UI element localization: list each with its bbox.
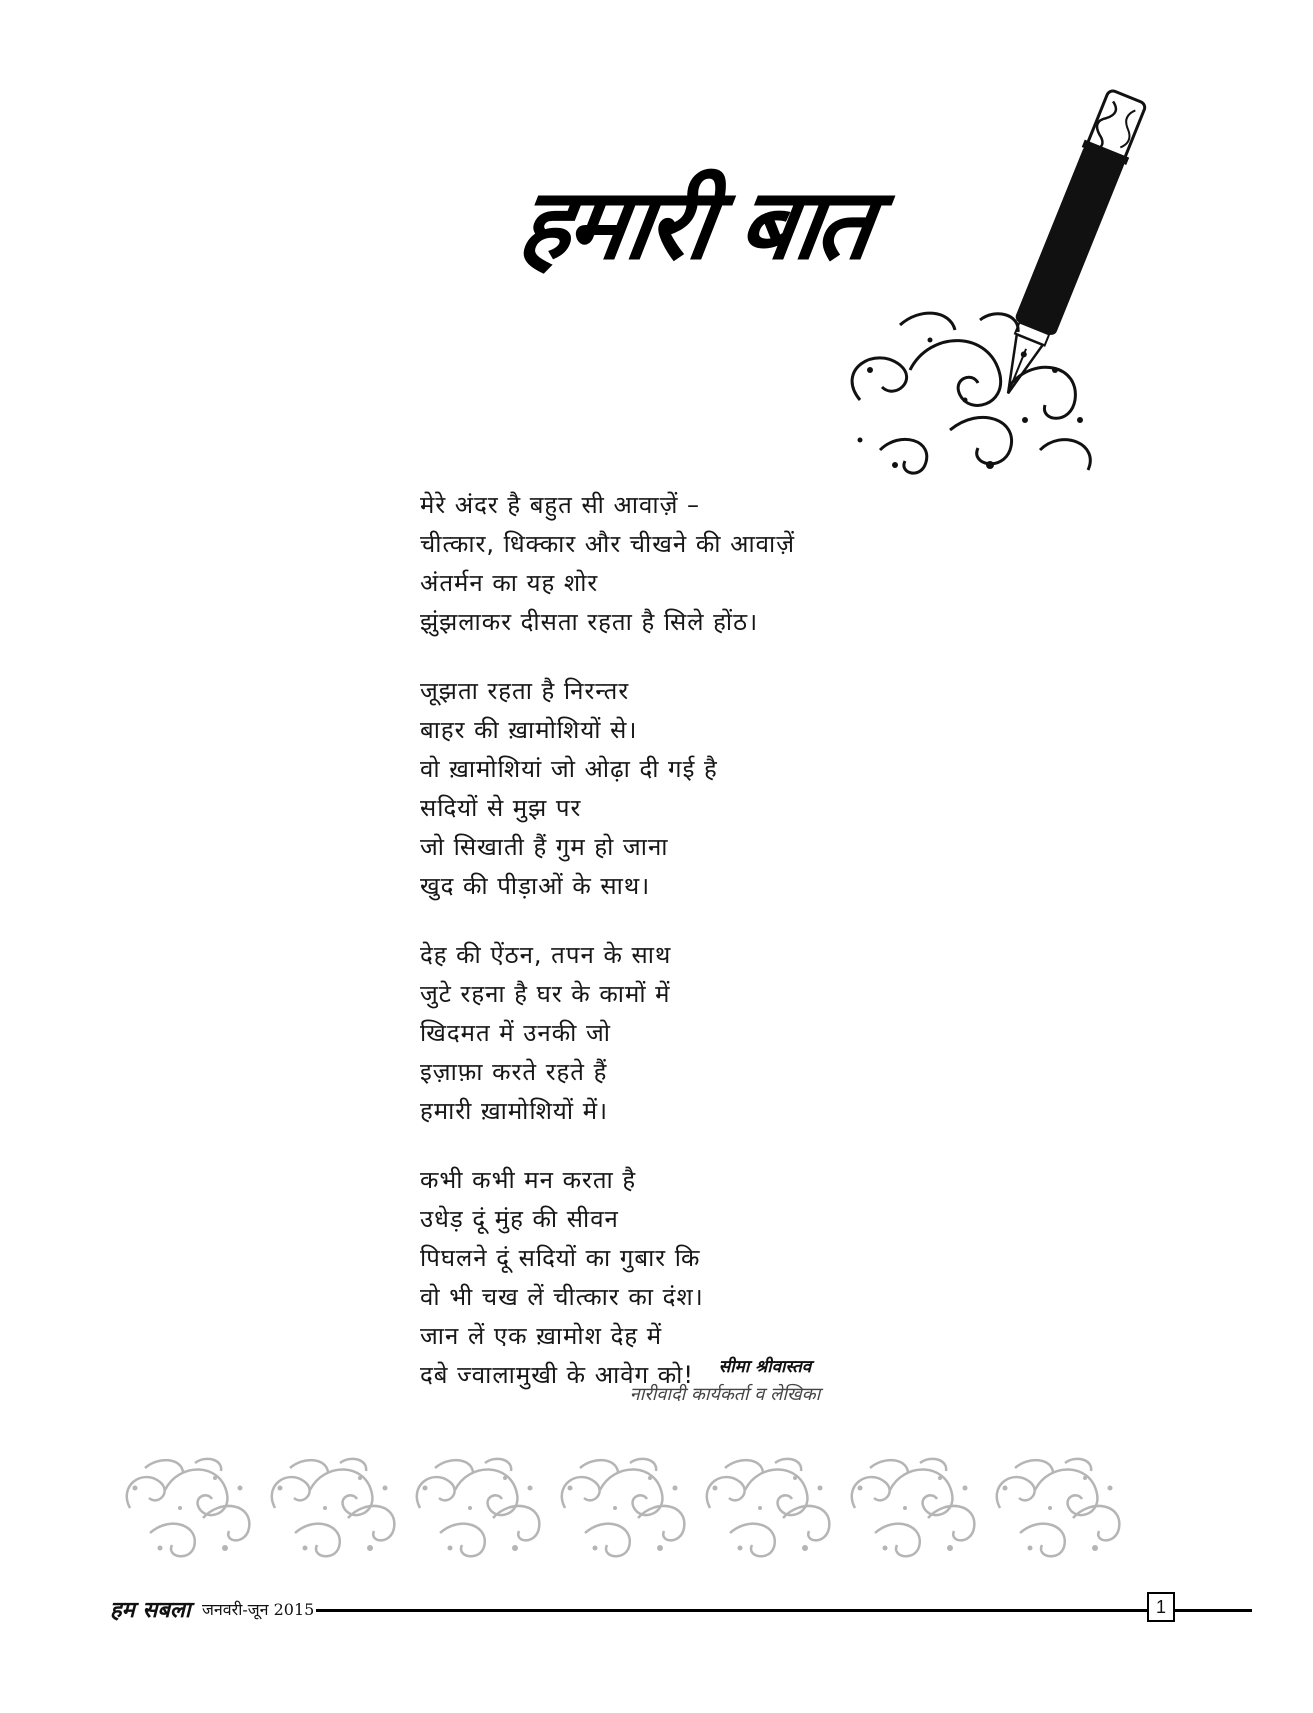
poem-line: जो सिखाती हैं गुम हो जाना bbox=[420, 833, 669, 861]
page-number: 1 bbox=[1147, 1592, 1175, 1622]
magazine-brand: हम सबला bbox=[110, 1597, 191, 1623]
poem-line: खुद की पीड़ाओं के साथ। bbox=[420, 872, 651, 900]
poem-line: उधेड़ दूं मुंह की सीवन bbox=[420, 1205, 619, 1233]
swirl-ornament-row bbox=[115, 1438, 1195, 1558]
poem-line: वो भी चख लें चीत्कार का दंश। bbox=[420, 1283, 704, 1311]
poem-line: जूझता रहता है निरन्तर bbox=[420, 677, 630, 705]
poem-line: अंतर्मन का यह शोर bbox=[420, 569, 599, 597]
poem-line: बाहर की ख़ामोशियों से। bbox=[420, 716, 638, 744]
poem-line: दबे ज्वालामुखी के आवेग को! bbox=[420, 1361, 695, 1389]
poem-line: जुटे रहना है घर के कामों में bbox=[420, 980, 671, 1008]
poem-line: जान लें एक ख़ामोश देह में bbox=[420, 1322, 663, 1350]
fountain-pen-icon bbox=[800, 70, 1240, 490]
poem-line: इज़ाफ़ा करते रहते हैं bbox=[420, 1058, 608, 1086]
poem-stanza bbox=[420, 672, 940, 906]
footer-rule bbox=[316, 1609, 1252, 1612]
poem-stanza bbox=[420, 936, 940, 1131]
poem-stanza bbox=[420, 1161, 940, 1395]
poem-line: मेरे अंदर है बहुत सी आवाज़ें – bbox=[420, 491, 701, 519]
author-role: नारीवादी कार्यकर्ता व लेखिका bbox=[629, 1384, 821, 1405]
poem bbox=[420, 486, 940, 1425]
poem-line: चीत्कार, धिक्कार और चीखने की आवाज़ें bbox=[420, 530, 796, 558]
poem-line: देह की ऐंठन, तपन के साथ bbox=[420, 941, 672, 969]
poem-line: कभी कभी मन करता है bbox=[420, 1166, 637, 1194]
poem-line: सदियों से मुझ पर bbox=[420, 794, 582, 822]
poem-stanza bbox=[420, 486, 940, 642]
poem-line: खिदमत में उनकी जो bbox=[420, 1019, 612, 1047]
poem-line: झुंझलाकर दीसता रहता है सिले होंठ। bbox=[420, 608, 759, 636]
page-footer bbox=[110, 1590, 1175, 1630]
poem-line: पिघलने दूं सदियों का गुबार कि bbox=[420, 1244, 701, 1272]
author-name: सीमा श्रीवास्तव bbox=[718, 1357, 812, 1377]
poem-line: वो ख़ामोशियां जो ओढ़ा दी गई है bbox=[420, 755, 718, 783]
page-title: हमारी बात bbox=[511, 167, 877, 282]
poem-line: हमारी ख़ामोशियों में। bbox=[420, 1097, 609, 1125]
issue-date: जनवरी-जून 2015 bbox=[202, 1600, 315, 1619]
